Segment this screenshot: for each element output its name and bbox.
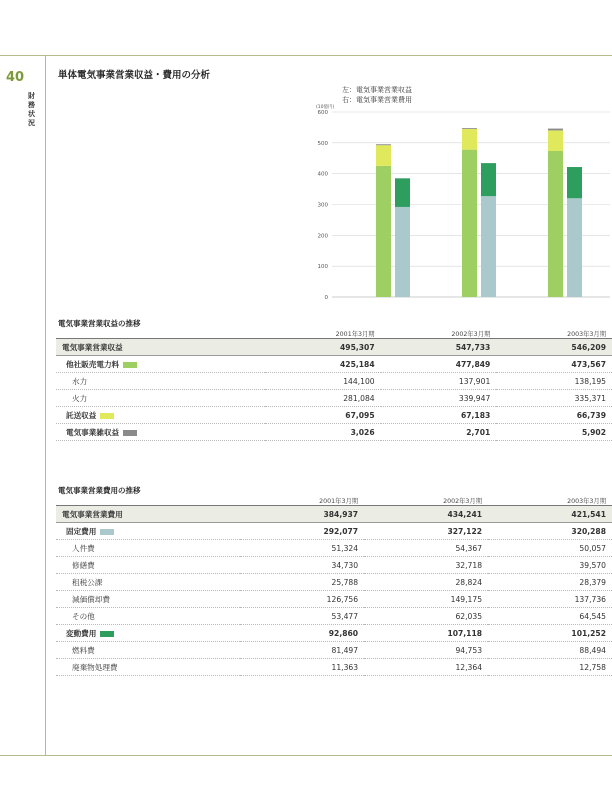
value-cell: 101,252 <box>488 625 612 642</box>
section-side-label: 財務状況 <box>28 92 35 127</box>
table-row <box>56 574 612 591</box>
expense-bar-variable <box>567 167 582 198</box>
value-cell: 51,324 <box>240 540 364 557</box>
header-blank-cell <box>56 328 265 339</box>
revenue-bar-misc <box>376 144 391 145</box>
value-cell: 62,035 <box>364 608 488 625</box>
value-cell: 12,758 <box>488 659 612 676</box>
table-row <box>56 591 612 608</box>
value-cell: 28,824 <box>364 574 488 591</box>
row-label-cell <box>56 339 265 356</box>
header-blank-cell <box>56 495 240 506</box>
row-label-cell <box>56 407 265 424</box>
expense-bar-fixed <box>481 196 496 297</box>
y-tick-label: 0 <box>324 295 328 301</box>
y-tick-label: 300 <box>317 202 328 209</box>
revenue-bar-misc <box>462 128 477 129</box>
top-rule <box>0 55 612 56</box>
value-cell: 384,937 <box>240 506 364 523</box>
value-cell: 137,901 <box>381 373 497 390</box>
value-cell: 25,788 <box>240 574 364 591</box>
expense-bar-variable <box>395 178 410 207</box>
row-label: その他 <box>72 611 95 621</box>
row-label-cell <box>56 659 240 676</box>
table-row <box>56 424 612 441</box>
row-label: 廃棄物処理費 <box>72 662 118 672</box>
value-cell: 339,947 <box>381 390 497 407</box>
row-label-cell <box>56 390 265 407</box>
table-row <box>56 625 612 642</box>
value-cell: 2,701 <box>381 424 497 441</box>
value-cell: 94,753 <box>364 642 488 659</box>
table-row <box>56 407 612 424</box>
row-label: 燃料費 <box>72 645 95 655</box>
table-header-row <box>56 328 612 339</box>
row-label: 電気事業営業収益 <box>62 342 123 352</box>
year-header: 2001年3月期 <box>240 495 364 506</box>
row-label-cell <box>56 574 240 591</box>
value-cell: 50,057 <box>488 540 612 557</box>
revenue-bar-misc <box>548 129 563 131</box>
page-title: 単体電気事業営業収益・費用の分析 <box>58 70 211 81</box>
value-cell: 32,718 <box>364 557 488 574</box>
table-row <box>56 540 612 557</box>
row-label: 修繕費 <box>72 560 95 570</box>
value-cell: 335,371 <box>496 390 612 407</box>
value-cell: 92,860 <box>240 625 364 642</box>
expense-section-title: 電気事業営業費用の推移 <box>58 486 141 495</box>
row-label: 託送収益 <box>66 410 97 420</box>
revenue-expense-chart <box>310 84 612 308</box>
value-cell: 126,756 <box>240 591 364 608</box>
value-cell: 28,379 <box>488 574 612 591</box>
y-unit-label: (10億円) <box>316 105 335 110</box>
value-cell: 81,497 <box>240 642 364 659</box>
year-header: 2002年3月期 <box>381 328 497 339</box>
expense-bar-fixed <box>395 207 410 297</box>
row-label: 租税公課 <box>72 577 103 587</box>
row-label: 電気事業雑収益 <box>66 427 120 437</box>
y-tick-label: 500 <box>317 140 328 147</box>
year-header: 2003年3月期 <box>488 495 612 506</box>
y-tick-label: 400 <box>317 171 328 178</box>
year-header: 2003年3月期 <box>496 328 612 339</box>
expense-bar-variable <box>481 163 496 196</box>
row-label: 減価償却費 <box>72 594 110 604</box>
table-row <box>56 659 612 676</box>
row-label-cell <box>56 608 240 625</box>
row-label: 他社販売電力料 <box>66 359 120 369</box>
revenue-bar-other-sales <box>462 150 477 297</box>
margin-rule <box>45 55 46 755</box>
value-cell: 138,195 <box>496 373 612 390</box>
row-label-cell <box>56 540 240 557</box>
table-header-row <box>56 495 612 506</box>
revenue-bar-wheeling <box>376 145 391 166</box>
row-label-cell <box>56 356 265 373</box>
value-cell: 546,209 <box>496 339 612 356</box>
table-row <box>56 356 612 373</box>
value-cell: 144,100 <box>265 373 381 390</box>
table-row <box>56 339 612 356</box>
value-cell: 64,545 <box>488 608 612 625</box>
row-label-cell <box>56 523 240 540</box>
value-cell: 434,241 <box>364 506 488 523</box>
revenue-bar-wheeling <box>548 130 563 151</box>
revenue-bar-other-sales <box>548 151 563 297</box>
row-label: 水力 <box>72 376 88 386</box>
value-cell: 421,541 <box>488 506 612 523</box>
value-cell: 39,570 <box>488 557 612 574</box>
value-cell: 53,477 <box>240 608 364 625</box>
row-label-cell <box>56 625 240 642</box>
value-cell: 88,494 <box>488 642 612 659</box>
value-cell: 66,739 <box>496 407 612 424</box>
table-row <box>56 523 612 540</box>
value-cell: 3,026 <box>265 424 381 441</box>
value-cell: 473,567 <box>496 356 612 373</box>
value-cell: 67,095 <box>265 407 381 424</box>
value-cell: 495,307 <box>265 339 381 356</box>
revenue-section-title: 電気事業営業収益の推移 <box>58 319 141 328</box>
row-label-cell <box>56 506 240 523</box>
value-cell: 327,122 <box>364 523 488 540</box>
value-cell: 547,733 <box>381 339 497 356</box>
row-label: 固定費用 <box>66 526 97 536</box>
table-row <box>56 557 612 574</box>
row-label-cell <box>56 424 265 441</box>
legend-swatch-other_sales <box>123 362 137 368</box>
value-cell: 67,183 <box>381 407 497 424</box>
legend-right: 右：電気事業営業費用 <box>342 96 412 104</box>
chart-svg <box>310 84 612 304</box>
table-row <box>56 506 612 523</box>
value-cell: 137,736 <box>488 591 612 608</box>
row-label: 火力 <box>72 393 88 403</box>
revenue-bar-other-sales <box>376 166 391 297</box>
row-label: 電気事業営業費用 <box>62 509 123 519</box>
legend-swatch-fixed <box>100 529 114 535</box>
value-cell: 12,364 <box>364 659 488 676</box>
value-cell: 477,849 <box>381 356 497 373</box>
value-cell: 149,175 <box>364 591 488 608</box>
bottom-rule <box>0 755 612 756</box>
table-row <box>56 608 612 625</box>
row-label-cell <box>56 591 240 608</box>
page-number: 40 <box>6 70 25 85</box>
value-cell: 11,363 <box>240 659 364 676</box>
revenue-table <box>56 328 612 441</box>
expense-table <box>56 495 612 676</box>
year-header: 2001年3月期 <box>265 328 381 339</box>
legend-swatch-wheeling <box>100 413 114 419</box>
revenue-bar-wheeling <box>462 129 477 150</box>
row-label-cell <box>56 557 240 574</box>
row-label: 変動費用 <box>66 628 97 638</box>
year-header: 2002年3月期 <box>364 495 488 506</box>
table-row <box>56 642 612 659</box>
value-cell: 5,902 <box>496 424 612 441</box>
row-label: 人件費 <box>72 543 95 553</box>
y-tick-label: 200 <box>317 233 328 240</box>
row-label-cell <box>56 373 265 390</box>
y-tick-label: 100 <box>317 264 328 271</box>
value-cell: 320,288 <box>488 523 612 540</box>
y-tick-label: 600 <box>317 110 328 116</box>
legend-swatch-misc <box>123 430 137 436</box>
table-row <box>56 373 612 390</box>
value-cell: 54,367 <box>364 540 488 557</box>
table-row <box>56 390 612 407</box>
expense-bar-fixed <box>567 198 582 297</box>
row-label-cell <box>56 642 240 659</box>
value-cell: 281,084 <box>265 390 381 407</box>
value-cell: 425,184 <box>265 356 381 373</box>
legend-left: 左：電気事業営業収益 <box>342 86 412 94</box>
value-cell: 107,118 <box>364 625 488 642</box>
value-cell: 34,730 <box>240 557 364 574</box>
value-cell: 292,077 <box>240 523 364 540</box>
legend-swatch-variable <box>100 631 114 637</box>
